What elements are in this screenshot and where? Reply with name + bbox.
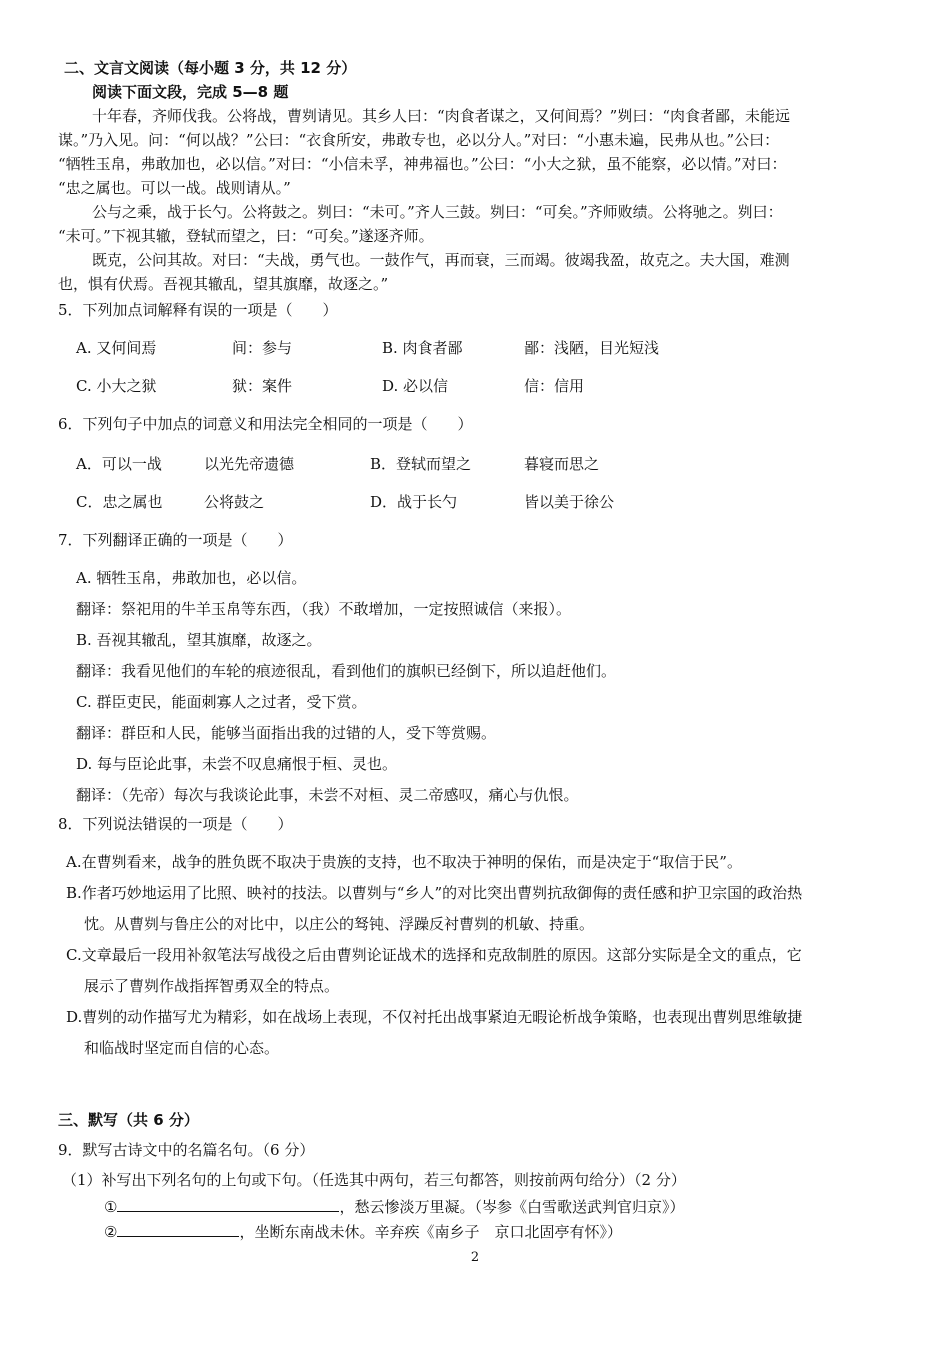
q8-line: B.作者巧妙地运用了比照、映衬的技法。以曹刿与“乡人”的对比突出曹刿抗敌御侮的责任感和护卫宗国的政治热 [66,884,803,902]
q8-line: 展示了曹刿作战指挥智勇双全的特点。 [84,977,340,995]
q7-line: 翻译：（先帝）每次与我谈论此事，未尝不对桓、灵二帝感叹，痛心与仇恨。 [76,786,579,804]
question-9-stem: 9．默写古诗文中的名篇名句。（6 分） [58,1141,315,1159]
fill-item-1 [104,1197,684,1217]
fill-item-1-number: ① [104,1198,118,1216]
passage-line: 谋。”乃入见。问：“何以战？”公曰：“衣食所安，弗敢专也，必以分人。”对曰：“小惠未遍，民弗从也。”公曰： [58,131,780,149]
fill-blank-1[interactable] [117,1197,339,1212]
q7-line: 翻译：群臣和人民，能够当面指出我的过错的人，受下等赏赐。 [76,724,497,742]
q5-option-d: D. 必以信 [382,377,449,395]
fill-blank-2[interactable] [117,1222,239,1237]
passage-line: 也，惧有伏焉。吾视其辙乱，望其旗靡，故逐之。” [58,275,389,293]
q7-line: C. 群臣吏民，能面刺寡人之过者，受下赏。 [76,693,367,711]
q5-option-d-gloss: 信：信用 [524,377,585,395]
passage-line: 公与之乘，战于长勺。公将鼓之。刿曰：“未可。”齐人三鼓。刿曰：“可矣。”齐师败绩。公将驰之。刿曰： [92,203,783,221]
fill-item-2 [104,1222,622,1242]
fill-item-1-tail: ，愁云惨淡万里凝。（岑参《白雪歌送武判官归京》） [339,1198,685,1216]
q6-option-a: A．可以一战 [76,455,162,473]
question-6-stem: 6．下列句子中加点的词意义和用法完全相同的一项是（ ） [58,415,473,433]
question-7-stem: 7．下列翻译正确的一项是（ ） [58,531,293,549]
question-5-stem: 5．下列加点词解释有误的一项是（ ） [58,301,338,319]
q6-option-d: D．战于长勺 [370,493,458,511]
section-2-instruction: 阅读下面文段，完成 5—8 题 [92,83,289,101]
q7-line: D. 每与臣论此事，未尝不叹息痛恨于桓、灵也。 [76,755,398,773]
q5-option-a-gloss: 间：参与 [232,339,293,357]
q6-option-b: B．登轼而望之 [370,455,472,473]
section-2-title: 二、文言文阅读（每小题 3 分，共 12 分） [64,59,357,77]
q7-line: 翻译：祭祀用的牛羊玉帛等东西，（我）不敢增加，一定按照诚信（来报）。 [76,600,572,618]
q6-option-c-pair: 公将鼓之 [204,493,265,511]
q5-option-c: C. 小大之狱 [76,377,157,395]
q5-option-a: A. 又何间焉 [76,339,157,357]
q8-line: C.文章最后一段用补叙笔法写战役之后由曹刿论证战术的选择和克敌制胜的原因。这部分实际是全文的重点，它 [66,946,802,964]
passage-line: “牺牲玉帛，弗敢加也，必以信。”对曰：“小信未孚，神弗福也。”公曰：“小大之狱，虽不能察，必以情。”对曰： [58,155,787,173]
page-number: 2 [470,1250,480,1265]
passage-line: “未可。”下视其辙，登轼而望之，曰：“可矣。”遂逐齐师。 [58,227,434,245]
q6-option-a-pair: 以光先帝遗德 [204,455,295,473]
q5-option-c-gloss: 狱：案件 [232,377,293,395]
q6-option-c: C．忠之属也 [76,493,163,511]
q6-option-d-pair: 皆以美于徐公 [524,493,615,511]
fill-item-2-tail: ，坐断东南战未休。辛弃疾《南乡子 京口北固亭有怀》） [239,1223,622,1241]
q7-line: B. 吾视其辙乱，望其旗靡，故逐之。 [76,631,322,649]
fill-item-2-number: ② [104,1223,118,1241]
q5-option-b: B. 肉食者鄙 [382,339,463,357]
q8-line: A.在曹刿看来，战争的胜负既不取决于贵族的支持，也不取决于神明的保佑，而是决定于“取信于民”。 [66,853,742,871]
q8-line: D.曹刿的动作描写尤为精彩，如在战场上表现，不仅衬托出战事紧迫无暇论析战争策略，也表现出曹刿思维敏捷 [66,1008,803,1026]
question-8-stem: 8．下列说法错误的一项是（ ） [58,815,293,833]
section-3-title: 三、默写（共 6 分） [58,1111,199,1129]
question-9-sub-1: （1）补写出下列名句的上句或下句。（任选其中两句，若三句都答，则按前两句给分）（2 分） [62,1171,686,1189]
q8-line: 和临战时坚定而自信的心态。 [84,1039,280,1057]
passage-line: 十年春，齐师伐我。公将战，曹刿请见。其乡人曰：“肉食者谋之，又何间焉？”刿曰：“肉食者鄙，未能远 [92,107,791,125]
q5-option-b-gloss: 鄙：浅陋，目光短浅 [524,339,660,357]
q7-line: A. 牺牲玉帛，弗敢加也，必以信。 [76,569,307,587]
q6-option-b-pair: 暮寝而思之 [524,455,600,473]
passage-line: 既克，公问其故。对曰：“夫战，勇气也。一鼓作气，再而衰，三而竭。彼竭我盈，故克之。夫大国，难测 [92,251,790,269]
q8-line: 忱。从曹刿与鲁庄公的对比中，以庄公的驽钝、浮躁反衬曹刿的机敏、持重。 [84,915,595,933]
q7-line: 翻译：我看见他们的车轮的痕迹很乱，看到他们的旗帜已经倒下，所以追赶他们。 [76,662,617,680]
passage-line: “忠之属也。可以一战。战则请从。” [58,179,291,197]
